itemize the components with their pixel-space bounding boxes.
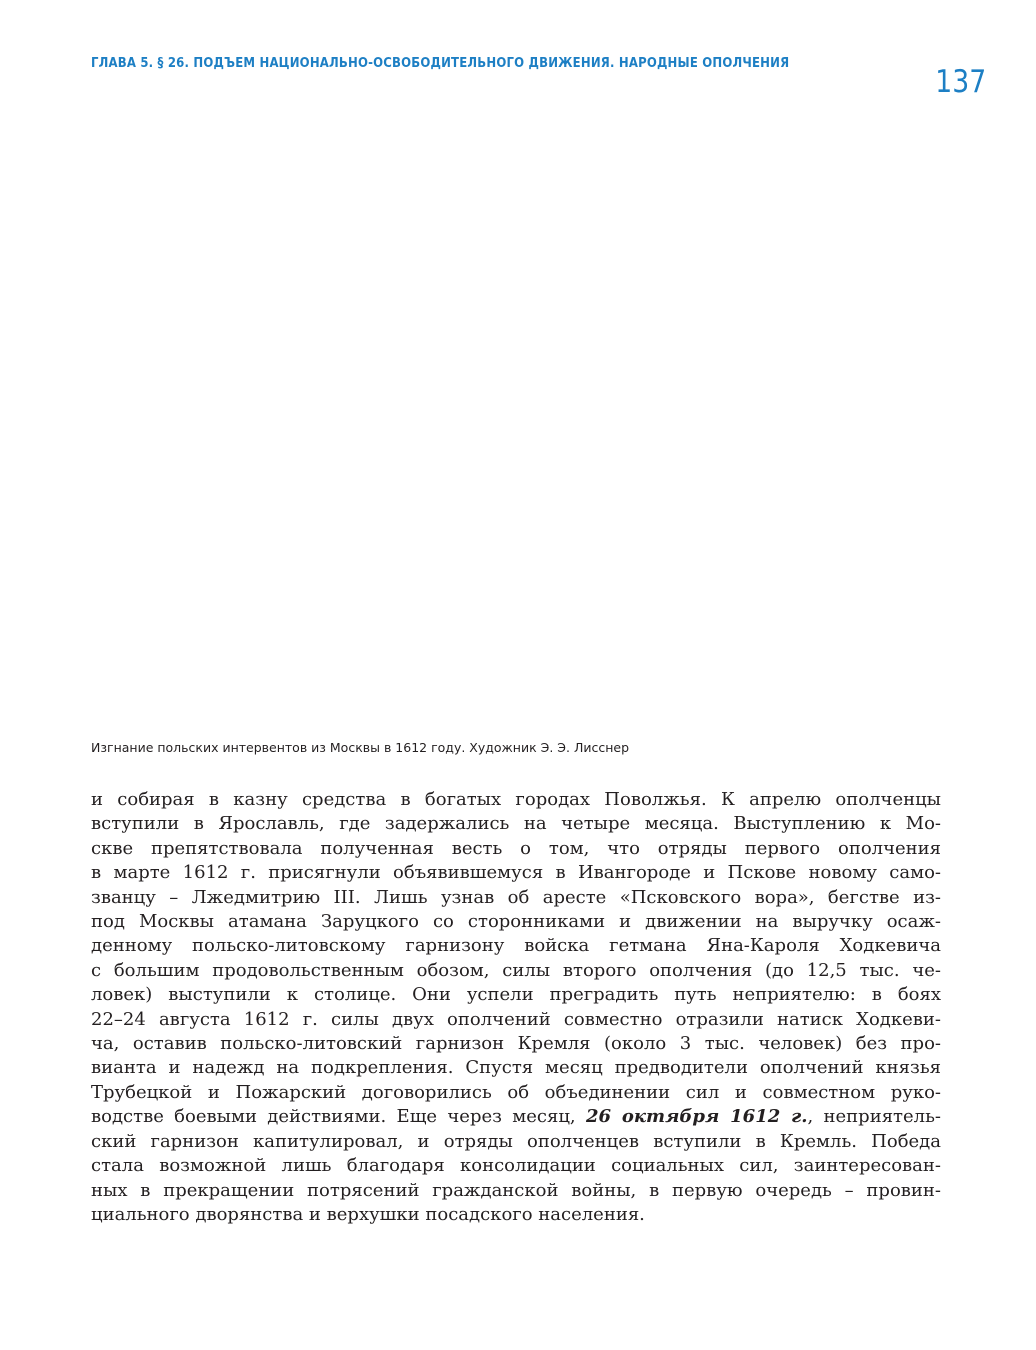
body-line: циального дворянства и верхушки посадского населения. — [91, 1203, 645, 1225]
body-line: ча, оставив польско-литовский гарнизон Кремля (около 3 тыс. человек) без про- — [91, 1033, 941, 1055]
body-line: с большим продовольственным обозом, силы второго ополчения (до 12,5 тыс. че- — [91, 959, 941, 981]
body-text — [91, 788, 941, 1227]
illustration-area — [91, 100, 941, 725]
body-line: званцу – Лжедмитрию III. Лишь узнав об аресте «Псковского вора», бегстве из- — [91, 886, 941, 908]
body-line-with-date — [91, 1105, 941, 1129]
body-line: ных в прекращении потрясений гражданской войны, в первую очередь – провин- — [91, 1179, 941, 1201]
body-line: скве препятствовала полученная весть о том, что отряды первого ополчения — [91, 837, 941, 859]
figure-caption: Изгнание польских интервентов из Москвы в 1612 году. Художник Э. Э. Лисснер — [91, 740, 630, 755]
body-line: 22–24 августа 1612 г. силы двух ополчений совместно отразили натиск Ходкеви- — [91, 1008, 941, 1030]
page-number: 137 — [935, 64, 986, 100]
body-line: и собирая в казну средства в богатых городах Поволжья. К апрелю ополченцы — [91, 789, 941, 810]
body-line-head: водстве боевыми действиями. Еще через месяц, — [91, 1106, 576, 1128]
body-line: вступили в Ярославль, где задержались на четыре месяца. Выступлению к Мо- — [91, 813, 941, 835]
body-line: денному польско-литовскому гарнизону войска гетмана Яна-Кароля Ходкевича — [91, 935, 941, 957]
date-emphasis: 26 октября 1612 г. — [585, 1106, 808, 1128]
body-line: ловек) выступили к столице. Они успели преградить путь неприятелю: в боях — [91, 984, 941, 1006]
body-line-tail: , неприятель- — [807, 1106, 941, 1128]
body-line: вианта и надежд на подкрепления. Спустя месяц предводители ополчений князья — [91, 1057, 941, 1079]
running-head: ГЛАВА 5. § 26. ПОДЪЕМ НАЦИОНАЛЬНО-ОСВОБОДИТЕЛЬНОГО ДВИЖЕНИЯ. НАРОДНЫЕ ОПОЛЧЕНИЯ — [91, 56, 790, 71]
body-line: Трубецкой и Пожарский договорились об объединении сил и совместном руко- — [91, 1081, 941, 1103]
body-line: в марте 1612 г. присягнули объявившемуся в Ивангороде и Пскове новому само- — [91, 862, 941, 884]
body-line: ский гарнизон капитулировал, и отряды ополченцев вступили в Кремль. Победа — [91, 1130, 941, 1152]
body-line: стала возможной лишь благодаря консолидации социальных сил, заинтересован- — [91, 1155, 941, 1177]
body-line: под Москвы атамана Заруцкого со сторонниками и движении на выручку осаж- — [91, 911, 941, 933]
